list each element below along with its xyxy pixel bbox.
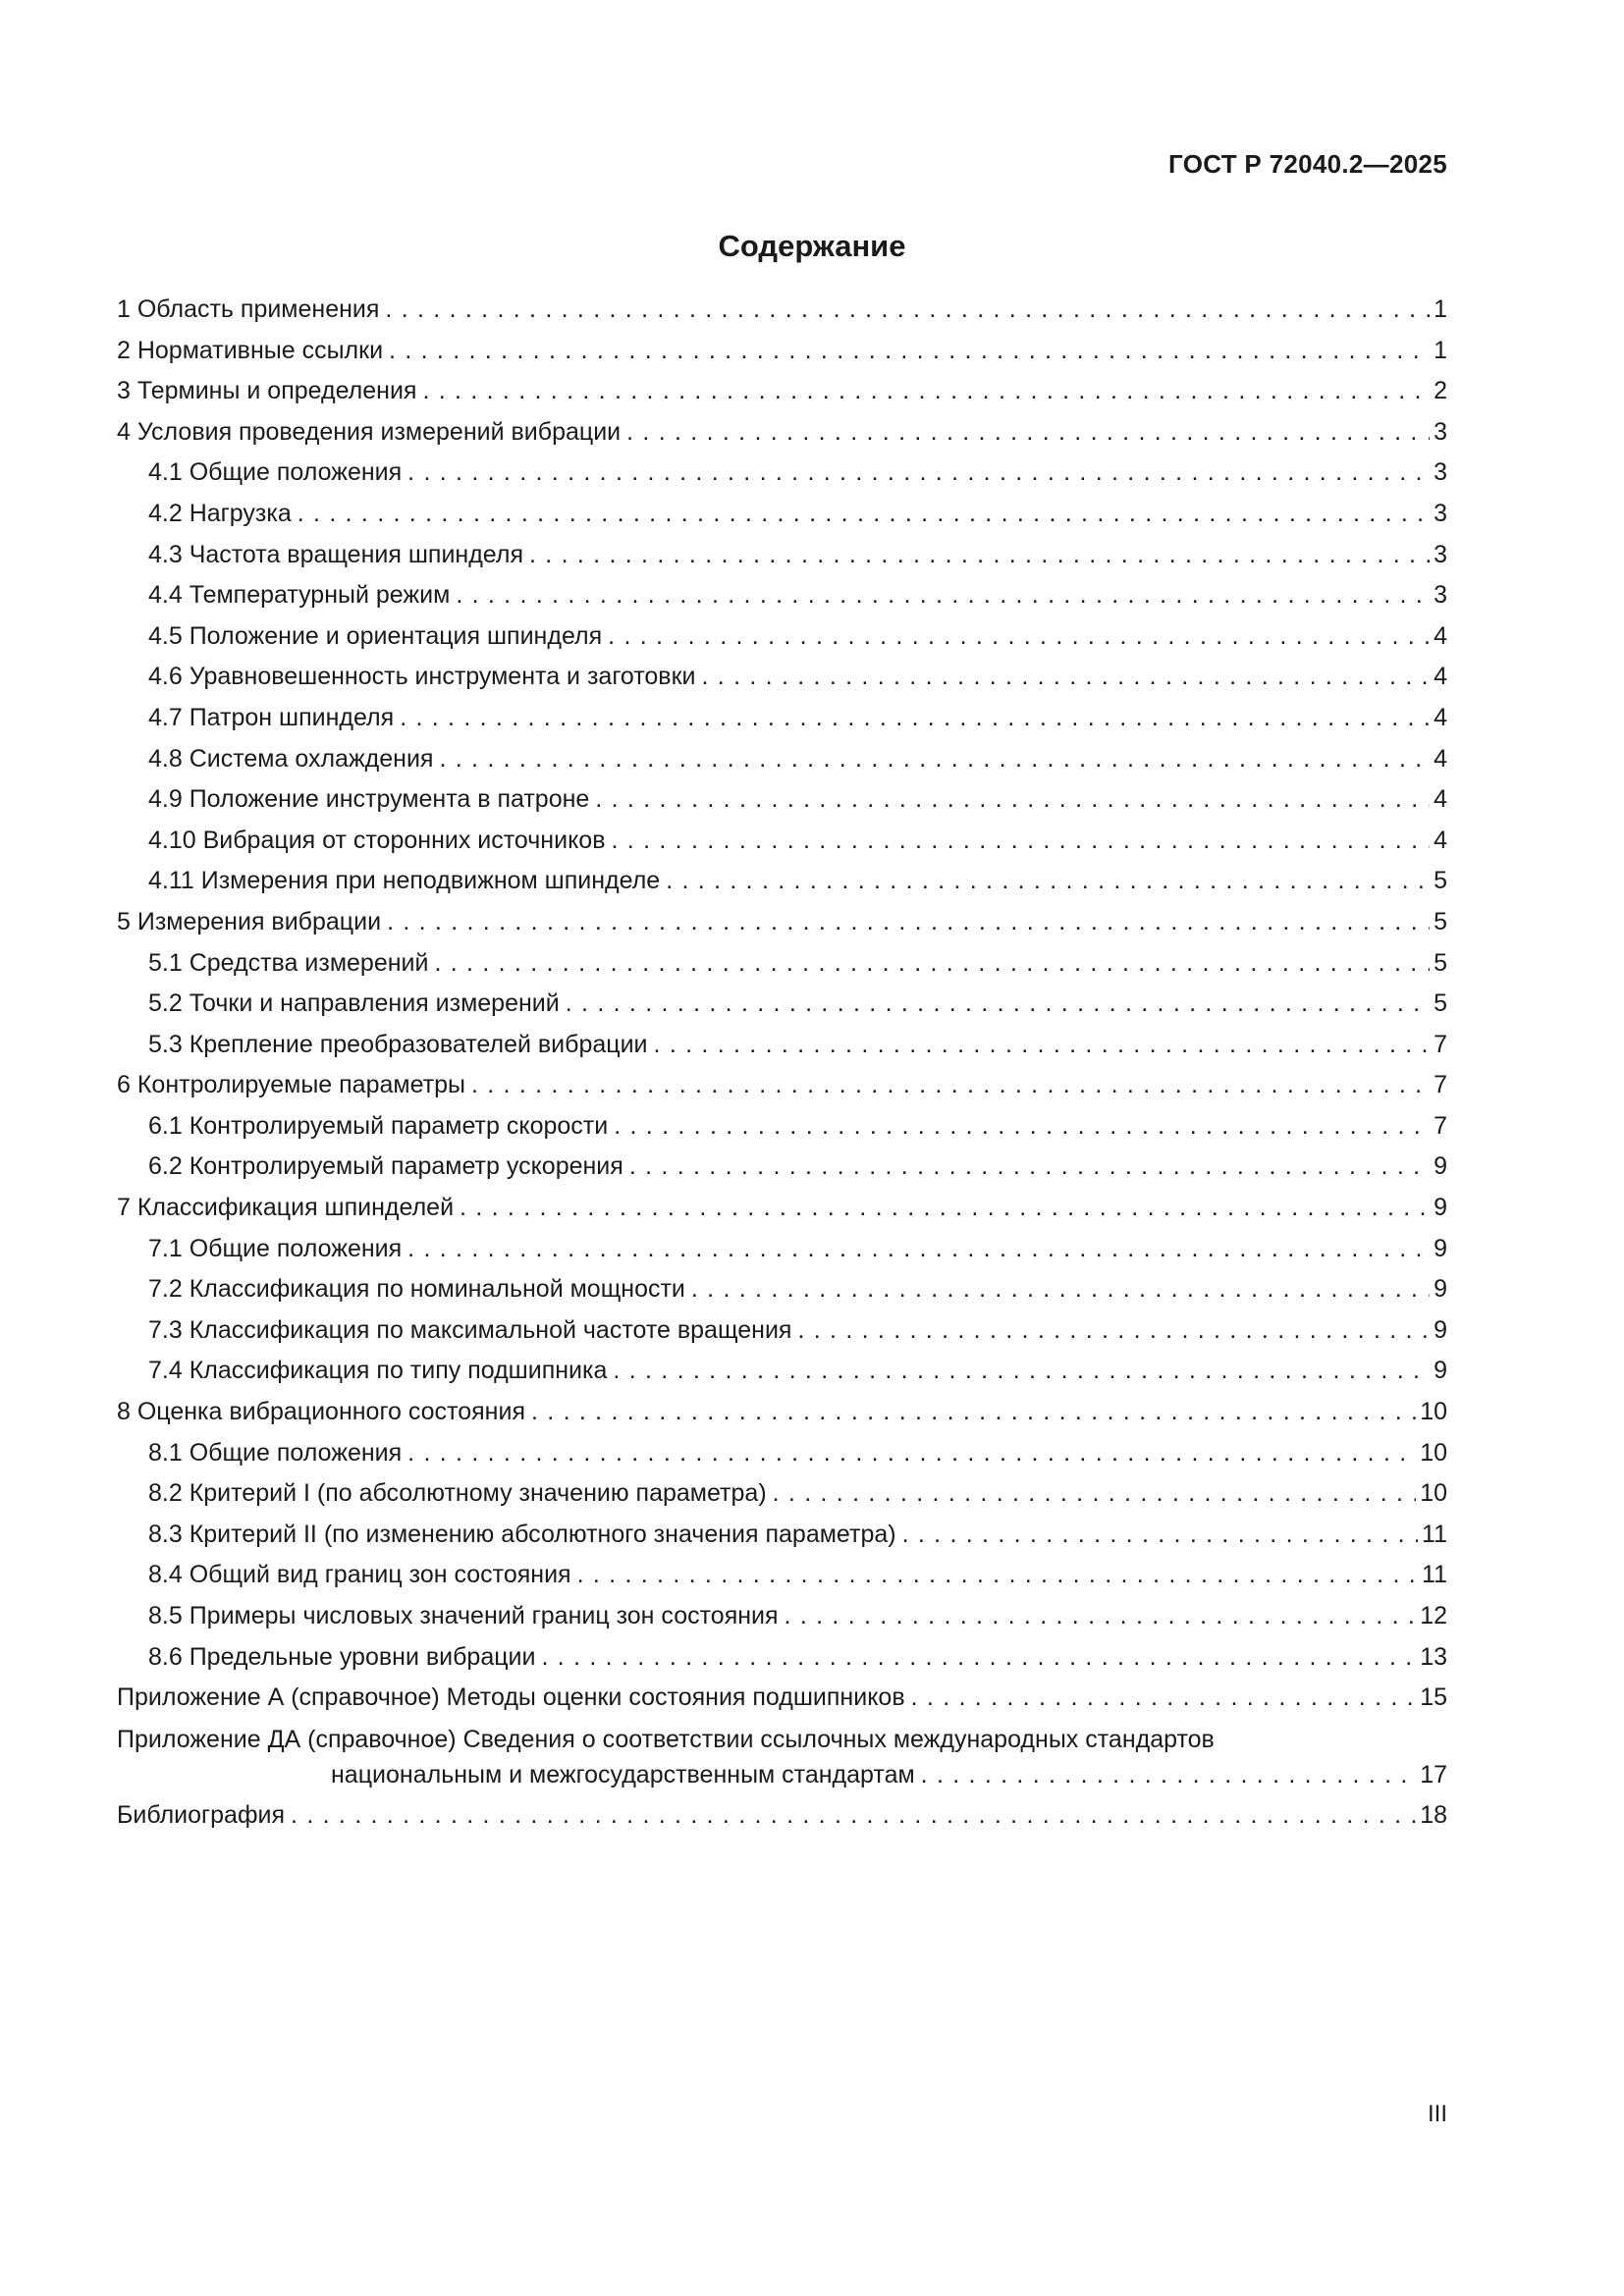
dot-leader <box>439 739 1430 780</box>
toc-entry-label: 8.2 Критерий I (по абсолютному значению параметра) <box>148 1479 767 1508</box>
toc-entry-page: 2 <box>1434 377 1447 405</box>
table-of-contents <box>117 290 1447 1836</box>
toc-entry-page: 10 <box>1420 1438 1447 1467</box>
toc-entry[interactable] <box>117 494 1447 535</box>
dot-leader <box>407 1229 1430 1270</box>
toc-entry[interactable] <box>117 1555 1447 1596</box>
toc-entry-label: 5.2 Точки и направления измерений <box>148 989 560 1018</box>
dot-leader <box>666 861 1430 902</box>
dot-leader <box>608 616 1430 658</box>
toc-entry-label: 4.5 Положение и ориентация шпинделя <box>148 621 603 650</box>
toc-entry[interactable] <box>117 698 1447 739</box>
dot-leader <box>611 821 1430 862</box>
toc-entry-label: 1 Область применения <box>117 295 380 323</box>
toc-entry-label: 4.10 Вибрация от сторонних источников <box>148 826 606 854</box>
dot-leader <box>460 1188 1430 1229</box>
dot-leader <box>691 1269 1430 1310</box>
toc-entry-page: 5 <box>1434 907 1447 935</box>
toc-entry-page: 4 <box>1434 703 1447 731</box>
dot-leader <box>529 535 1430 576</box>
toc-entry-label: 4.7 Патрон шпинделя <box>148 703 395 731</box>
toc-entry-page: 5 <box>1434 989 1447 1018</box>
toc-entry-label: 5.1 Средства измерений <box>148 948 429 977</box>
toc-entry-page: 7 <box>1434 1111 1447 1140</box>
toc-entry-page: 10 <box>1420 1479 1447 1508</box>
dot-leader <box>541 1637 1416 1679</box>
toc-entry[interactable] <box>117 1269 1447 1310</box>
dot-leader <box>921 1757 1417 1792</box>
toc-entry-label: 4.11 Измерения при неподвижном шпинделе <box>148 867 661 895</box>
toc-entry-page: 4 <box>1434 785 1447 814</box>
toc-entry-page: 15 <box>1420 1683 1447 1712</box>
dot-leader <box>456 575 1430 616</box>
toc-entry-label: 5 Измерения вибрации <box>117 907 382 935</box>
dot-leader <box>902 1515 1418 1556</box>
dot-leader <box>911 1678 1417 1719</box>
toc-entry-label: 4.9 Положение инструмента в патроне <box>148 785 590 814</box>
toc-entry-page: 9 <box>1434 1315 1447 1344</box>
dot-leader <box>629 1147 1430 1188</box>
toc-entry-page: 1 <box>1434 295 1447 323</box>
toc-title: Содержание <box>718 229 906 263</box>
toc-entry-annex-da[interactable] <box>117 1719 1447 1795</box>
toc-entry-page: 4 <box>1434 663 1447 691</box>
dot-leader <box>785 1596 1417 1637</box>
toc-entry-page: 9 <box>1434 1194 1447 1222</box>
toc-entry-page: 10 <box>1420 1398 1447 1426</box>
toc-entry-label: 7.2 Классификация по номинальной мощности <box>148 1275 685 1304</box>
toc-entry-page: 13 <box>1420 1642 1447 1671</box>
toc-entry[interactable] <box>117 412 1447 454</box>
toc-entry-label: 8.5 Примеры числовых значений границ зон состояния <box>148 1602 779 1629</box>
toc-entry[interactable] <box>117 575 1447 616</box>
toc-entry[interactable] <box>117 943 1447 985</box>
toc-entry-page: 3 <box>1434 540 1447 568</box>
toc-entry[interactable] <box>117 779 1447 821</box>
toc-entry-label: 2 Нормативные ссылки <box>117 336 384 364</box>
toc-entry-page: 3 <box>1434 417 1447 446</box>
dot-leader <box>614 1106 1430 1148</box>
toc-entry[interactable] <box>117 821 1447 862</box>
dot-leader <box>773 1473 1417 1515</box>
toc-entry[interactable] <box>117 1596 1447 1637</box>
toc-entry-page: 17 <box>1420 1760 1447 1789</box>
dot-leader <box>702 657 1431 698</box>
dot-leader <box>407 453 1430 494</box>
toc-entry-label: 5.3 Крепление преобразователей вибрации <box>148 1030 648 1058</box>
dot-leader <box>471 1065 1430 1106</box>
toc-entry-page: 3 <box>1434 581 1447 610</box>
dot-leader <box>577 1555 1418 1596</box>
dot-leader <box>626 412 1430 454</box>
toc-entry-page: 11 <box>1422 1561 1447 1589</box>
toc-entry[interactable] <box>117 1392 1447 1433</box>
toc-entry-label: 4.6 Уравновешенность инструмента и заготовки <box>148 663 696 691</box>
toc-entry[interactable] <box>117 290 1447 331</box>
toc-entry-label: 8 Оценка вибрационного состояния <box>117 1398 525 1426</box>
toc-entry[interactable] <box>117 861 1447 902</box>
toc-entry[interactable] <box>117 902 1447 943</box>
toc-entry[interactable] <box>117 1351 1447 1392</box>
toc-entry-page: 1 <box>1434 336 1447 364</box>
toc-entry-page: 7 <box>1434 1030 1447 1058</box>
toc-entry-label: 4.1 Общие положения <box>148 458 403 487</box>
toc-entry[interactable] <box>117 1515 1447 1556</box>
toc-entry-page: 11 <box>1422 1520 1447 1548</box>
dot-leader <box>387 902 1430 943</box>
toc-entry[interactable] <box>117 657 1447 698</box>
toc-entry[interactable] <box>117 1065 1447 1106</box>
dot-leader <box>422 371 1430 412</box>
dot-leader <box>595 779 1430 821</box>
toc-entry-label: 4.3 Частота вращения шпинделя <box>148 540 523 568</box>
toc-entry[interactable] <box>117 1473 1447 1515</box>
toc-entry-label: 6 Контролируемые параметры <box>117 1071 465 1099</box>
toc-entry-page: 4 <box>1434 826 1447 854</box>
toc-entry-page: 3 <box>1434 499 1447 527</box>
toc-entry[interactable] <box>117 1106 1447 1148</box>
toc-entry[interactable] <box>117 371 1447 412</box>
toc-entry[interactable] <box>117 331 1447 372</box>
dot-leader <box>407 1433 1416 1474</box>
toc-entry-label: 7.1 Общие положения <box>148 1234 403 1262</box>
toc-entry-page: 9 <box>1434 1152 1447 1181</box>
dot-leader <box>613 1351 1430 1392</box>
toc-entry-page: 5 <box>1434 867 1447 895</box>
toc-entry-label: 6.2 Контролируемый параметр ускорения <box>148 1152 623 1181</box>
toc-entry-label: 8.6 Предельные уровни вибрации <box>148 1642 536 1671</box>
toc-entry[interactable] <box>117 453 1447 494</box>
toc-entry-label: 8.3 Критерий II (по изменению абсолютного значения параметра) <box>148 1520 896 1548</box>
toc-entry-label: 4.4 Температурный режим <box>148 581 451 610</box>
toc-entry-label: 7.4 Классификация по типу подшипника <box>148 1357 608 1385</box>
toc-entry-page: 4 <box>1434 744 1447 773</box>
toc-entry-label: Приложение ДА (справочное) Сведения о соответствии ссылочных международных стандартов <box>117 1725 1215 1753</box>
dot-leader <box>654 1025 1431 1066</box>
toc-entry-label: 7.3 Классификация по максимальной частоте вращения <box>148 1315 792 1344</box>
toc-entry-label: 4.8 Система охлаждения <box>148 744 434 773</box>
toc-entry-page: 5 <box>1434 948 1447 977</box>
toc-entry-page: 4 <box>1434 621 1447 650</box>
dot-leader <box>797 1310 1430 1352</box>
toc-entry-page: 12 <box>1420 1602 1447 1629</box>
toc-entry[interactable] <box>117 616 1447 658</box>
toc-entry-label: Приложение А (справочное) Методы оценки состояния подшипников <box>117 1683 905 1712</box>
dot-leader <box>531 1392 1416 1433</box>
toc-entry-continuation <box>117 1757 1447 1792</box>
toc-entry-page: 3 <box>1434 458 1447 487</box>
toc-entry-page: 9 <box>1434 1275 1447 1304</box>
toc-entry-label: 4 Условия проведения измерений вибрации <box>117 417 622 446</box>
toc-entry[interactable] <box>117 1188 1447 1229</box>
toc-entry[interactable] <box>117 1147 1447 1188</box>
toc-entry[interactable] <box>117 1637 1447 1679</box>
toc-entry-page: 7 <box>1434 1071 1447 1099</box>
toc-entry[interactable] <box>117 1229 1447 1270</box>
toc-entry[interactable] <box>117 1433 1447 1474</box>
toc-entry[interactable] <box>117 739 1447 780</box>
toc-entry-page: 18 <box>1420 1800 1447 1829</box>
dot-leader <box>400 698 1430 739</box>
dot-leader <box>566 984 1430 1025</box>
toc-entry-label: 3 Термины и определения <box>117 377 417 405</box>
dot-leader <box>291 1795 1416 1837</box>
page-number: III <box>1427 2101 1447 2127</box>
dot-leader <box>434 943 1430 985</box>
document-code: ГОСТ Р 72040.2—2025 <box>1168 149 1447 179</box>
toc-entry[interactable] <box>117 984 1447 1025</box>
toc-entry[interactable] <box>117 1678 1447 1719</box>
toc-entry-label: 7 Классификация шпинделей <box>117 1194 455 1222</box>
toc-entry-label: Библиография <box>117 1800 286 1829</box>
toc-entry[interactable] <box>117 1025 1447 1066</box>
toc-entry-label-continued: национальным и межгосударственным стандартам <box>331 1760 915 1789</box>
dot-leader <box>385 290 1430 331</box>
dot-leader <box>389 331 1430 372</box>
toc-entry-label: 4.2 Нагрузка <box>148 499 292 527</box>
toc-entry[interactable] <box>117 1310 1447 1352</box>
dot-leader <box>298 494 1430 535</box>
toc-entry-page: 9 <box>1434 1357 1447 1385</box>
toc-entry-label: 8.4 Общий вид границ зон состояния <box>148 1561 571 1589</box>
toc-entry-label: 6.1 Контролируемый параметр скорости <box>148 1111 609 1140</box>
toc-entry-label: 8.1 Общие положения <box>148 1438 403 1467</box>
toc-entry[interactable] <box>117 535 1447 576</box>
toc-entry-bibliography[interactable] <box>117 1795 1447 1837</box>
toc-entry-page: 9 <box>1434 1234 1447 1262</box>
